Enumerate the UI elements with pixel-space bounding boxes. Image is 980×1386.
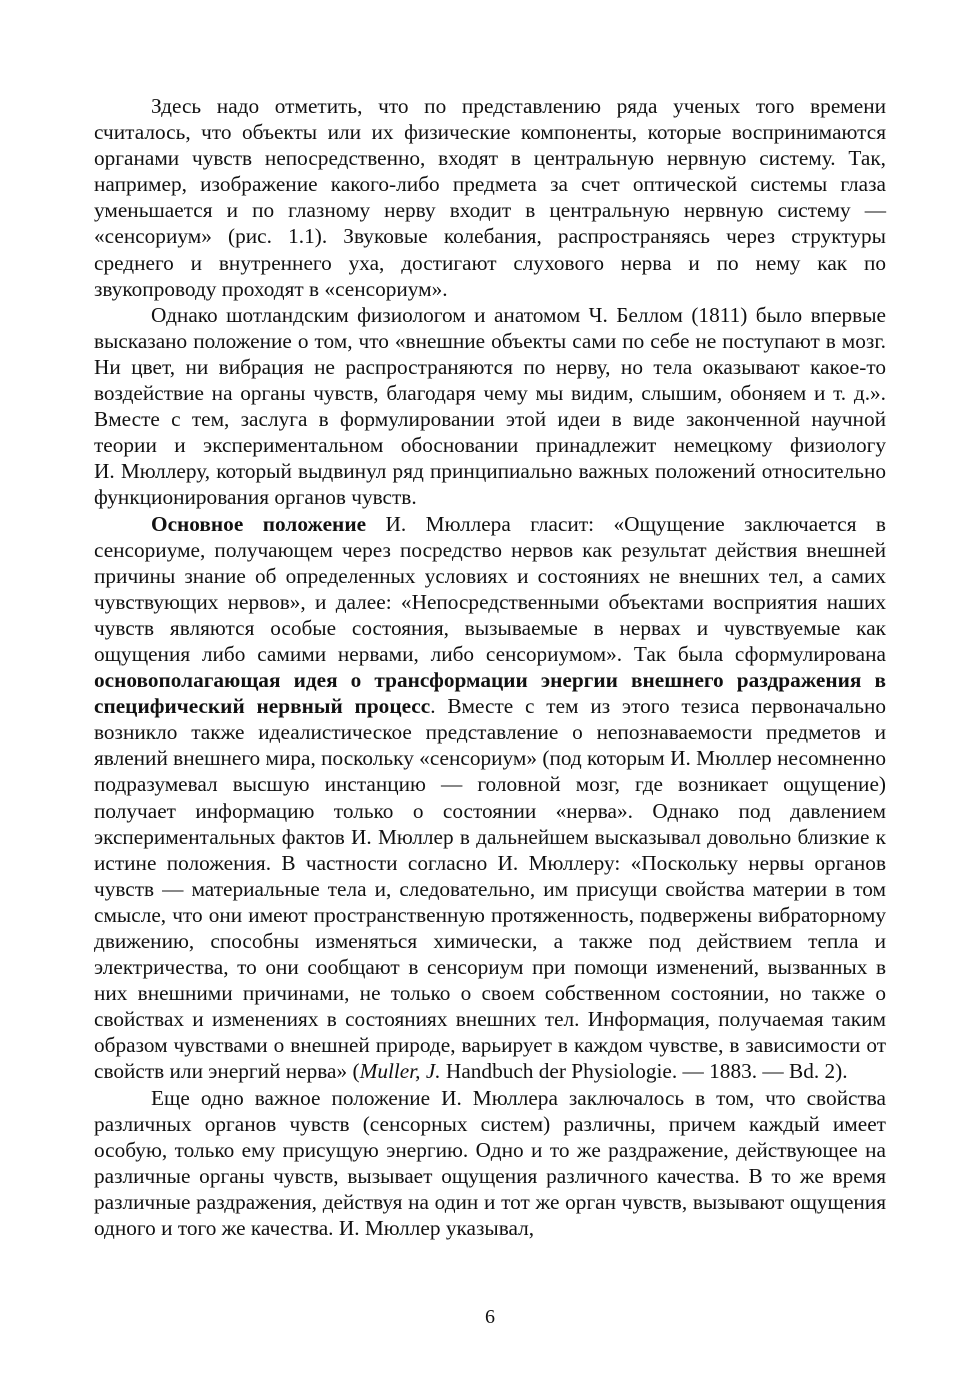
paragraph-1-text: Здесь надо отметить, что по представлению ряда ученых того времени считалось, что объекты или их физические компоненты, которые воспринимaются органами чувств непосредственно, входят в центральную нервную систему. Так, например, изображение какого-либо предмета за счет оптической системы глаза уменьшается и по глазному нерву входит в центральную нервную систему — «сенсориум» (рис. 1.1). Звуковые колебания, распространяясь через структуры среднего и внутреннего уха, достигают слухового нерва и по нему как по звукопроводу проходят в «сенсориум».: [94, 94, 886, 301]
main-principle-label: Основное положение: [151, 511, 367, 536]
citation-source: Handbuch der Physiologie. — 1883. — Bd. 2).: [440, 1059, 848, 1084]
key-idea-bold: основополагающая идея о трансформации энергии внешнего раздражения в специфический нервный процесс: [94, 668, 886, 719]
paragraph-4: [94, 1085, 886, 1242]
page-body: [94, 93, 886, 1241]
paragraph-3: [94, 511, 886, 1085]
paragraph-2: [94, 302, 886, 511]
paragraph-1: [94, 93, 886, 302]
citation-author: Muller, J.: [359, 1059, 441, 1084]
page-number: 6: [485, 1306, 495, 1328]
paragraph-2-text: Однако шотландским физиологом и анатомом Ч. Беллом (1811) было впервые высказано положение о том, что «внешние объекты сами по себе не поступают в мозг. Ни цвет, ни вибрация не распространяются по нерву, но тела оказывают какое-то воздействие на органы чувств, благодаря чему мы видим, слышим, обоняем и т. д.». Вместе с тем, заслуга в формулировании этой идеи в виде законченной научной теории и экспериментальном обосновании принадлежит немецкому физиологу И. Мюллеру, который выдвинул ряд принципиально важных положений относительно функционирования органов чувств.: [94, 302, 886, 510]
paragraph-4-text: Еще одно важное положение И. Мюллера заключалось в том, что свойства различных органов чувств (сенсорных систем) различны, причем каждый имеет особую, только ему присущую энергию. Одно и то же раздражение, действующее на различные органы чувств, вызывает ощущения различного качества. В то же время различные раздражения, действуя на один и тот же орган чувств, вызывают ощущения одного и того же качества. И. Мюллер указывал,: [94, 1085, 886, 1241]
paragraph-3-text-b: . Вместе с тем из этого тезиса первоначально возникло также идеалистическое представление о непознаваемости предметов и явлений внешнего мира, поскольку «сенсориум» (под которым И. Мюллер несомненно подразумевал высшую инстанцию — головной мозг, где возникает ощущение) получает информацию только о состоянии «нерва». Однако под давлением экспериментальных фактов И. Мюллер в дальнейшем высказывал довольно близкие к истине положения. В частности согласно И. Мюллеру: «Поскольку нервы органов чувств — материальные тела и, следовательно, им присущи свойства материи в том смысле, что они имеют пространственную протяженность, подвержены вибраторному движению, способны изменяться химически, а также под действием тепла и электричества, то они сообщают в сенсориум при помощи изменений, вызванных в них внешними причинами, не только о своем собственном состоянии, но также о свойствах и изменениях в состояниях внешних тел. Информация, получаемая таким образом чувствами о внешней природе, варьирует в каждом чувстве, в зависимости от свойств или энергий нерва» (: [94, 694, 886, 1084]
paragraph-3-text-a: И. Мюллера гласит: «Ощущение заключается в сенсориуме, получающем через посредство нервов как результат действия внешней причины знание об определенных условиях и состояниях не внешних тел, а самих чувствующих нервов», и далее: «Непосредственными объектами восприятия наших чувств являются особые состояния, вызываемые в нервах и чувствуемые как ощущения либо самими нервами, либо сенсориумом». Так была сформулирована: [94, 511, 886, 666]
